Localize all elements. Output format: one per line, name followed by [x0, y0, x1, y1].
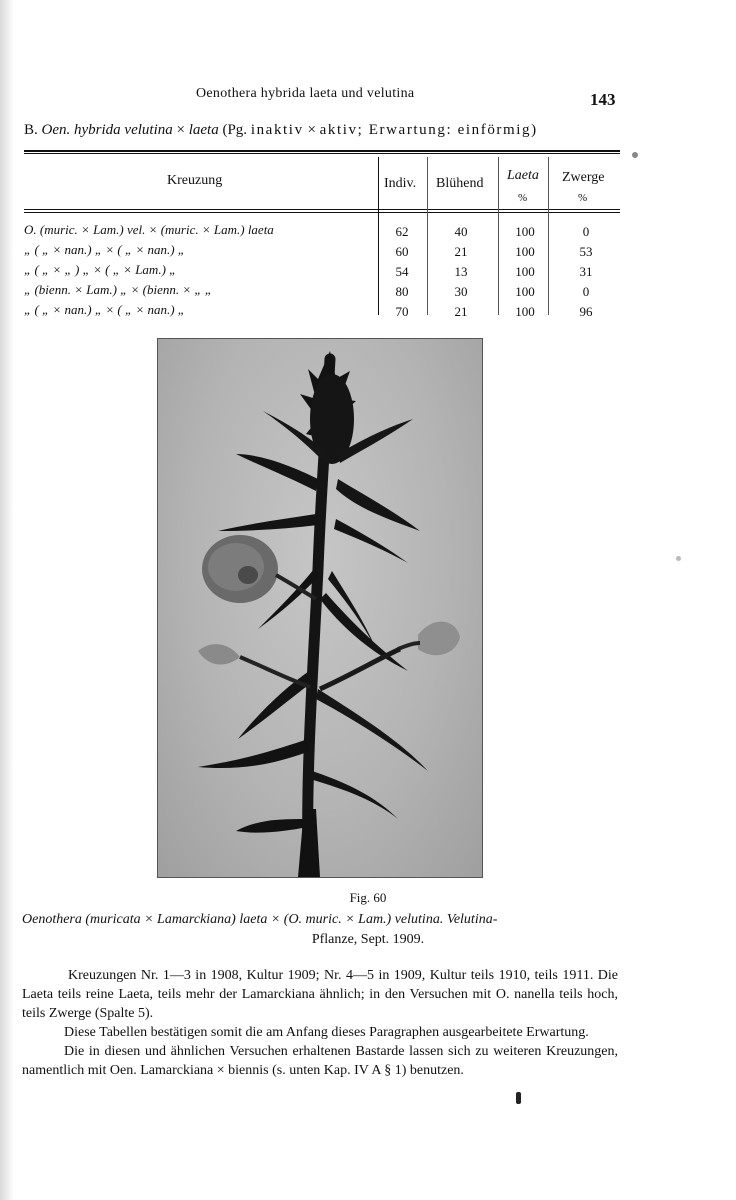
oenothera-plant-illustration — [158, 339, 482, 877]
print-speck — [632, 152, 638, 158]
print-speck — [516, 1092, 521, 1104]
figure-label: Fig. 60 — [349, 890, 387, 905]
row-bluehend: 30 — [454, 284, 468, 299]
row-zwerge: 0 — [582, 284, 590, 299]
row-indiv: 70 — [395, 304, 409, 319]
row-zwerge: 31 — [579, 264, 593, 279]
header-zwerge: Zwerge — [562, 170, 605, 185]
running-head — [0, 86, 736, 109]
row-bluehend: 21 — [454, 304, 468, 319]
paragraph: Diese Tabellen bestätigen somit die am Anfang dieses Paragraphen ausgearbeitete Erwartung. — [64, 1025, 589, 1040]
row-cross: „ ( „ × nan.) „ × ( „ × nan.) „ — [24, 242, 186, 257]
row-zwerge: 53 — [579, 244, 593, 259]
row-laeta: 100 — [515, 284, 535, 299]
page-number: 143 — [590, 90, 616, 109]
row-cross: O. (muric. × Lam.) vel. × (muric. × Lam.) laeta — [24, 222, 274, 237]
body-text — [22, 966, 618, 1080]
row-zwerge: 96 — [579, 304, 593, 319]
row-zwerge: 0 — [582, 224, 590, 239]
row-cross: „ ( „ × nan.) „ × ( „ × nan.) „ — [24, 302, 186, 317]
cross-symbol: × — [307, 122, 316, 138]
column-divider — [498, 157, 499, 315]
paragraph: Kreuzungen Nr. 1—3 in 1908, Kultur 1909; Nr. 4—5 in 1909, Kultur teils 1910, teils 1911. Die Laeta teils reine Laeta, teils mehr der Lamarckiana ähnlich; in den Versuchen mit O. nanella teils hoch, teils Zwerge (Spalte 5). — [22, 968, 618, 1021]
row-bluehend: 21 — [454, 244, 468, 259]
column-divider — [427, 157, 428, 315]
paragraph: Die in diesen und ähnlichen Versuchen erhaltenen Bastarde lassen sich zu weiteren Kreuzungen, namentlich mit Oen. Lamarckiana × biennis (s. unten Kap. IV A § 1) benutzen. — [22, 1044, 618, 1078]
row-cross: „ ( „ × „ ) „ × ( „ × Lam.) „ — [24, 262, 177, 277]
row-cross: „ (bienn. × Lam.) „ × (bienn. × „ „ — [24, 282, 213, 297]
table-heading-aktiv: aktiv; Erwartung: einförmig) — [319, 122, 538, 138]
table-header-rule — [24, 209, 620, 210]
row-laeta: 100 — [515, 244, 535, 259]
row-indiv: 62 — [395, 224, 409, 239]
table-top-rule — [24, 150, 620, 152]
row-bluehend: 13 — [454, 264, 468, 279]
row-bluehend: 40 — [454, 224, 468, 239]
table-heading — [24, 122, 624, 139]
row-laeta: 100 — [515, 304, 535, 319]
figure-caption-continued: Pflanze, Sept. 1909. — [311, 932, 425, 947]
header-zwerge-unit: % — [578, 192, 588, 204]
table-header-rule-thin — [24, 212, 620, 213]
header-laeta-unit: % — [518, 192, 528, 204]
table-heading-inaktiv: inaktiv — [250, 122, 304, 138]
table-heading-label: B. — [24, 122, 38, 138]
running-title: Oenothera hybrida laeta und velutina — [196, 86, 415, 101]
cross-symbol: × — [176, 122, 185, 138]
row-laeta: 100 — [515, 224, 535, 239]
column-divider — [378, 157, 379, 315]
page-edge-shadow — [0, 0, 14, 1200]
table-heading-species: Oen. hybrida velutina — [41, 122, 173, 138]
header-indiv: Indiv. — [384, 176, 417, 191]
header-kreuzung: Kreuzung — [167, 173, 223, 188]
row-laeta: 100 — [515, 264, 535, 279]
table-heading-laeta: laeta — [188, 122, 219, 138]
table-top-rule-thin — [24, 153, 620, 154]
row-indiv: 60 — [395, 244, 409, 259]
figure-caption: Oenothera (muricata × Lamarckiana) laeta × (O. muric. × Lam.) velutina. Velutina- — [22, 912, 498, 927]
header-laeta: Laeta — [507, 168, 539, 183]
plant-photograph — [157, 338, 483, 878]
column-divider — [548, 157, 549, 315]
table-heading-paren: (Pg. — [222, 122, 248, 138]
header-bluehend: Blühend — [436, 176, 484, 191]
row-indiv: 54 — [395, 264, 409, 279]
print-speck — [676, 556, 681, 561]
row-indiv: 80 — [395, 284, 409, 299]
